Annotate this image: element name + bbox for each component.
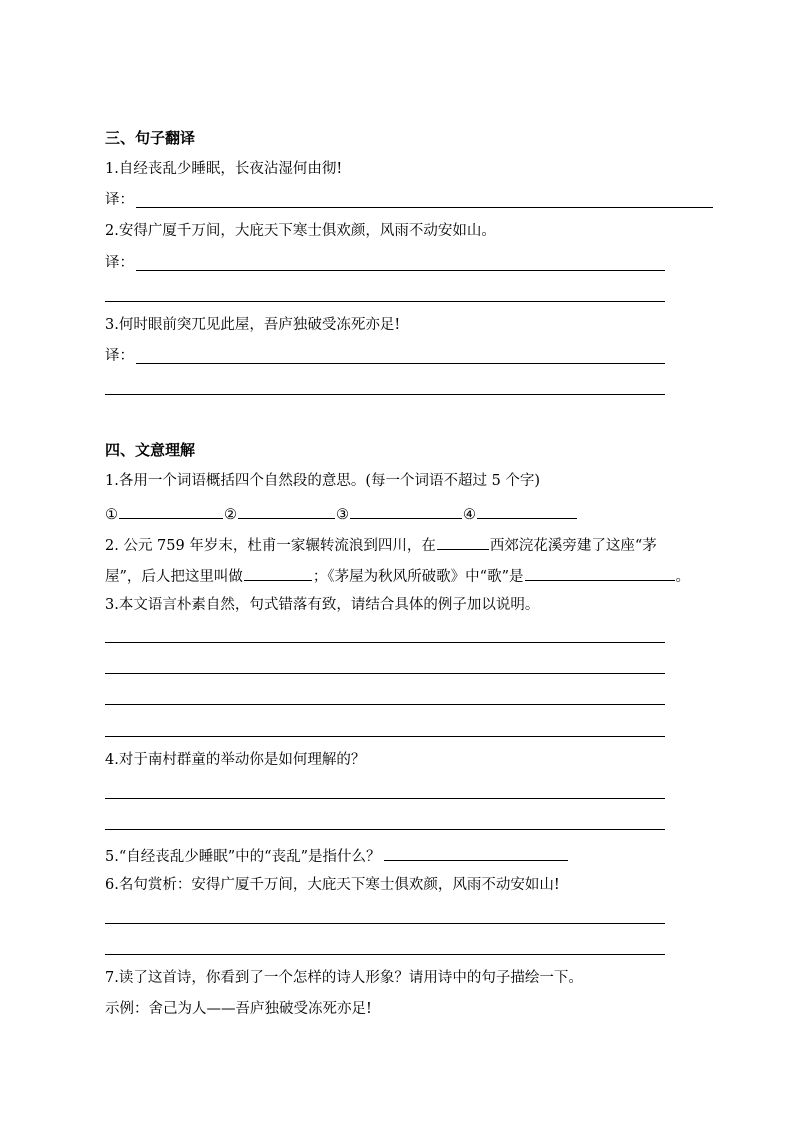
s4-question-2-line-1 <box>105 533 657 556</box>
s4-q1-answers <box>105 502 578 525</box>
s4-q3-answer-line-1[interactable] <box>105 642 665 643</box>
s3-q3-answer-line-2[interactable] <box>105 394 665 395</box>
s3-q1-translate-label: 译： <box>105 192 134 208</box>
s3-q3-translate-label: 译： <box>105 348 134 364</box>
s4-question-2-line-2 <box>105 564 690 587</box>
circled-2: ② <box>224 507 237 523</box>
section-3-heading: 三、句子翻译 <box>105 129 196 147</box>
s4-question-1: 1.各用一个词语概括四个自然段的意思。(每一个词语不超过 5 个字) <box>105 473 541 489</box>
s4-q5-blank[interactable] <box>384 844 568 861</box>
s3-question-3: 3.何时眼前突兀见此屋，吾庐独破受冻死亦足! <box>105 317 401 333</box>
circled-1: ① <box>105 507 118 523</box>
s4-q2-text-c: 屋”，后人把这里叫做 <box>105 569 243 585</box>
s4-q2-blank-genre[interactable] <box>525 564 675 581</box>
s4-q4-answer-line-2[interactable] <box>105 829 665 830</box>
s3-q2-answer-line-1[interactable] <box>136 270 665 271</box>
s4-q1-blank-4[interactable] <box>477 502 577 519</box>
circled-4: ④ <box>463 507 476 523</box>
s3-q2-translate-label: 译： <box>105 255 134 271</box>
s3-q2-answer-line-2[interactable] <box>105 301 665 302</box>
s4-question-4: 4.对于南村群童的举动你是如何理解的？ <box>105 752 366 768</box>
s3-question-2: 2.安得广厦千万间，大庇天下寒士俱欢颜，风雨不动安如山。 <box>105 223 496 239</box>
s4-question-6: 6.名句赏析：安得广厦千万间，大庇天下寒士俱欢颜，风雨不动安如山! <box>105 877 560 893</box>
s3-q3-answer-line-1[interactable] <box>136 363 665 364</box>
s4-question-7: 7.读了这首诗，你看到了一个怎样的诗人形象？请用诗中的句子描绘一下。 <box>105 970 583 986</box>
s4-q2-text-d: ；《茅屋为秋风所破歌》中“歌”是 <box>312 569 524 585</box>
section-4-heading: 四、文意理解 <box>105 441 196 459</box>
s4-question-3: 3.本文语言朴素自然，句式错落有致，请结合具体的例子加以说明。 <box>105 597 540 613</box>
s4-q3-answer-line-2[interactable] <box>105 673 665 674</box>
s4-q2-blank-name[interactable] <box>244 564 312 581</box>
s4-q1-blank-3[interactable] <box>350 502 462 519</box>
s4-q6-answer-line-2[interactable] <box>105 954 665 955</box>
s4-q1-blank-1[interactable] <box>119 502 223 519</box>
circled-3: ③ <box>336 507 349 523</box>
s4-q1-blank-2[interactable] <box>238 502 335 519</box>
s4-q2-text-b: 西郊浣花溪旁建了这座“茅 <box>489 538 657 554</box>
s4-q7-example: 示例：舍己为人——吾庐独破受冻死亦足! <box>105 1001 372 1017</box>
s4-question-5 <box>105 844 569 867</box>
s4-q3-answer-line-4[interactable] <box>105 736 665 737</box>
s4-q6-answer-line-1[interactable] <box>105 923 665 924</box>
s3-question-1: 1.自经丧乱少睡眠，长夜沾湿何由彻! <box>105 161 343 177</box>
s4-q2-blank-place[interactable] <box>437 533 489 550</box>
s3-q1-answer-line[interactable] <box>136 207 713 208</box>
s4-q2-text-a: 2. 公元 759 年岁末，杜甫一家辗转流浪到四川，在 <box>105 538 436 554</box>
s4-q2-text-e: 。 <box>675 569 690 585</box>
s4-q5-text: 5.“自经丧乱少睡眠”中的“丧乱”是指什么？ <box>105 849 381 865</box>
s4-q4-answer-line-1[interactable] <box>105 798 665 799</box>
s4-q3-answer-line-3[interactable] <box>105 704 665 705</box>
